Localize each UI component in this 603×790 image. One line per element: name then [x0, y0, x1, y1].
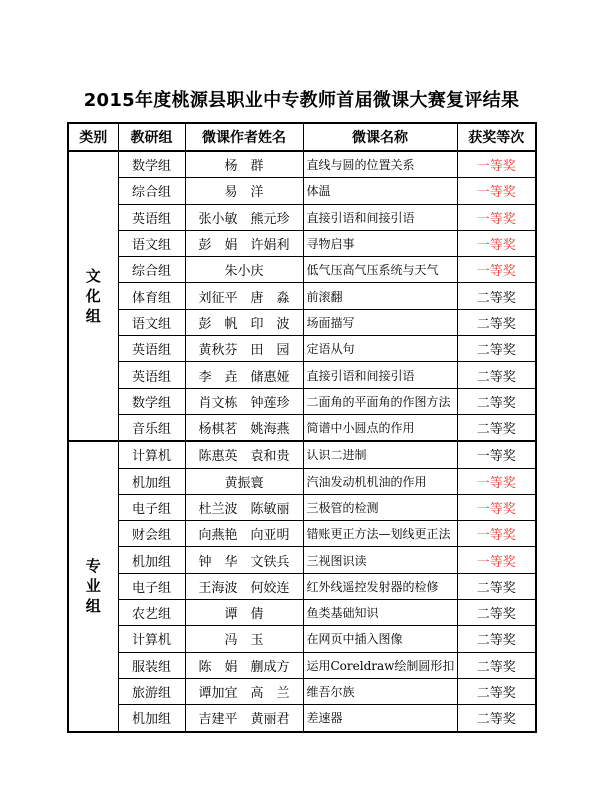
- group-cell: 机加组: [118, 547, 185, 573]
- table-row: [68, 283, 536, 309]
- award-cell: 一等奖: [457, 230, 536, 256]
- award-cell: 二等奖: [457, 678, 536, 704]
- author-cell: 黄振寰: [185, 468, 303, 494]
- author-cell: 谭加宜 高 兰: [185, 678, 303, 704]
- header-award: 获奖等次: [457, 123, 536, 151]
- category-cell: [68, 151, 118, 441]
- author-cell: 黄秋芬 田 园: [185, 336, 303, 362]
- table-row: [68, 309, 536, 335]
- author-cell: 张小敏 熊元珍: [185, 204, 303, 230]
- course-cell: 场面描写: [303, 309, 457, 335]
- author-cell: 冯 玉: [185, 626, 303, 652]
- table-row: [68, 388, 536, 414]
- table-row: [68, 362, 536, 388]
- award-cell: 二等奖: [457, 309, 536, 335]
- table-row: [68, 151, 536, 178]
- course-cell: 汽油发动机机油的作用: [303, 468, 457, 494]
- author-cell: 杨棋茗 姚海燕: [185, 414, 303, 441]
- course-cell: 直线与圆的位置关系: [303, 151, 457, 178]
- group-cell: 语文组: [118, 230, 185, 256]
- table-row: [68, 336, 536, 362]
- category-char: 组: [85, 307, 101, 326]
- group-cell: 财会组: [118, 521, 185, 547]
- course-cell: 低气压高气压系统与天气: [303, 257, 457, 283]
- table-row: [68, 414, 536, 441]
- award-cell: 一等奖: [457, 204, 536, 230]
- author-cell: 向燕艳 向亚明: [185, 521, 303, 547]
- award-cell: 二等奖: [457, 626, 536, 652]
- author-cell: 肖文栋 钟莲珍: [185, 388, 303, 414]
- author-cell: 杜兰波 陈敏丽: [185, 494, 303, 520]
- category-char: 组: [85, 597, 101, 616]
- table-row: [68, 678, 536, 704]
- table-body: [68, 151, 536, 732]
- award-cell: 一等奖: [457, 494, 536, 520]
- course-cell: 前滚翻: [303, 283, 457, 309]
- course-cell: 三极管的检测: [303, 494, 457, 520]
- course-cell: 维吾尔族: [303, 678, 457, 704]
- group-cell: 数学组: [118, 151, 185, 178]
- table-header-row: [68, 123, 536, 151]
- award-cell: 二等奖: [457, 705, 536, 732]
- award-cell: 二等奖: [457, 362, 536, 388]
- group-cell: 计算机: [118, 626, 185, 652]
- group-cell: 旅游组: [118, 678, 185, 704]
- table-row: [68, 257, 536, 283]
- header-category: 类别: [68, 123, 118, 151]
- author-cell: 钟 华 文铁兵: [185, 547, 303, 573]
- award-cell: 一等奖: [457, 257, 536, 283]
- table-row: [68, 573, 536, 599]
- award-cell: 一等奖: [457, 178, 536, 204]
- group-cell: 机加组: [118, 705, 185, 732]
- category-char: 业: [85, 577, 101, 596]
- course-cell: 红外线遥控发射器的检修: [303, 573, 457, 599]
- category-char: 文: [85, 267, 101, 286]
- table-row: [68, 600, 536, 626]
- group-cell: 语文组: [118, 309, 185, 335]
- table-row: [68, 494, 536, 520]
- award-cell: 一等奖: [457, 151, 536, 178]
- author-cell: 杨 群: [185, 151, 303, 178]
- group-cell: 英语组: [118, 204, 185, 230]
- table-row: [68, 178, 536, 204]
- table-row: [68, 230, 536, 256]
- award-cell: 二等奖: [457, 414, 536, 441]
- group-cell: 体育组: [118, 283, 185, 309]
- category-char: 化: [85, 287, 101, 306]
- course-cell: 运用Coreldraw绘制圆形扣: [303, 652, 457, 678]
- award-cell: 二等奖: [457, 573, 536, 599]
- group-cell: 计算机: [118, 441, 185, 468]
- author-cell: 易 洋: [185, 178, 303, 204]
- table-row: [68, 468, 536, 494]
- table-row: [68, 652, 536, 678]
- author-cell: 朱小庆: [185, 257, 303, 283]
- group-cell: 电子组: [118, 494, 185, 520]
- award-cell: 二等奖: [457, 283, 536, 309]
- author-cell: 刘征平 唐 淼: [185, 283, 303, 309]
- course-cell: 错账更正方法—划线更正法: [303, 521, 457, 547]
- group-cell: 机加组: [118, 468, 185, 494]
- header-course: 微课名称: [303, 123, 457, 151]
- course-cell: 寻物启事: [303, 230, 457, 256]
- course-cell: 差速器: [303, 705, 457, 732]
- author-cell: 彭 帆 印 波: [185, 309, 303, 335]
- course-cell: 三视图识读: [303, 547, 457, 573]
- award-cell: 二等奖: [457, 388, 536, 414]
- group-cell: 电子组: [118, 573, 185, 599]
- award-cell: 二等奖: [457, 600, 536, 626]
- results-table: [67, 122, 537, 733]
- category-char: 专: [85, 557, 101, 576]
- award-cell: 二等奖: [457, 652, 536, 678]
- author-cell: 李 垚 储惠娅: [185, 362, 303, 388]
- header-author: 微课作者姓名: [185, 123, 303, 151]
- table-row: [68, 521, 536, 547]
- award-cell: 一等奖: [457, 441, 536, 468]
- author-cell: 谭 倩: [185, 600, 303, 626]
- author-cell: 陈 娟 蒯成方: [185, 652, 303, 678]
- table-row: [68, 705, 536, 732]
- course-cell: 二面角的平面角的作图方法: [303, 388, 457, 414]
- group-cell: 综合组: [118, 257, 185, 283]
- course-cell: 简谱中小圆点的作用: [303, 414, 457, 441]
- table-row: [68, 441, 536, 468]
- table-row: [68, 204, 536, 230]
- group-cell: 英语组: [118, 336, 185, 362]
- author-cell: 彭 娟 许娟利: [185, 230, 303, 256]
- award-cell: 二等奖: [457, 336, 536, 362]
- course-cell: 鱼类基础知识: [303, 600, 457, 626]
- category-cell: [68, 441, 118, 731]
- award-cell: 一等奖: [457, 521, 536, 547]
- award-cell: 一等奖: [457, 468, 536, 494]
- group-cell: 农艺组: [118, 600, 185, 626]
- author-cell: 陈惠英 袁和贵: [185, 441, 303, 468]
- course-cell: 定语从句: [303, 336, 457, 362]
- author-cell: 王海波 何姣连: [185, 573, 303, 599]
- table-row: [68, 626, 536, 652]
- header-group: 教研组: [118, 123, 185, 151]
- course-cell: 直接引语和间接引语: [303, 362, 457, 388]
- author-cell: 吉建平 黄丽君: [185, 705, 303, 732]
- group-cell: 音乐组: [118, 414, 185, 441]
- award-cell: 一等奖: [457, 547, 536, 573]
- course-cell: 认识二进制: [303, 441, 457, 468]
- table-row: [68, 547, 536, 573]
- course-cell: 体温: [303, 178, 457, 204]
- course-cell: 在网页中插入图像: [303, 626, 457, 652]
- group-cell: 综合组: [118, 178, 185, 204]
- group-cell: 服装组: [118, 652, 185, 678]
- course-cell: 直接引语和间接引语: [303, 204, 457, 230]
- group-cell: 数学组: [118, 388, 185, 414]
- group-cell: 英语组: [118, 362, 185, 388]
- page-title: 2015年度桃源县职业中专教师首届微课大赛复评结果: [83, 90, 520, 111]
